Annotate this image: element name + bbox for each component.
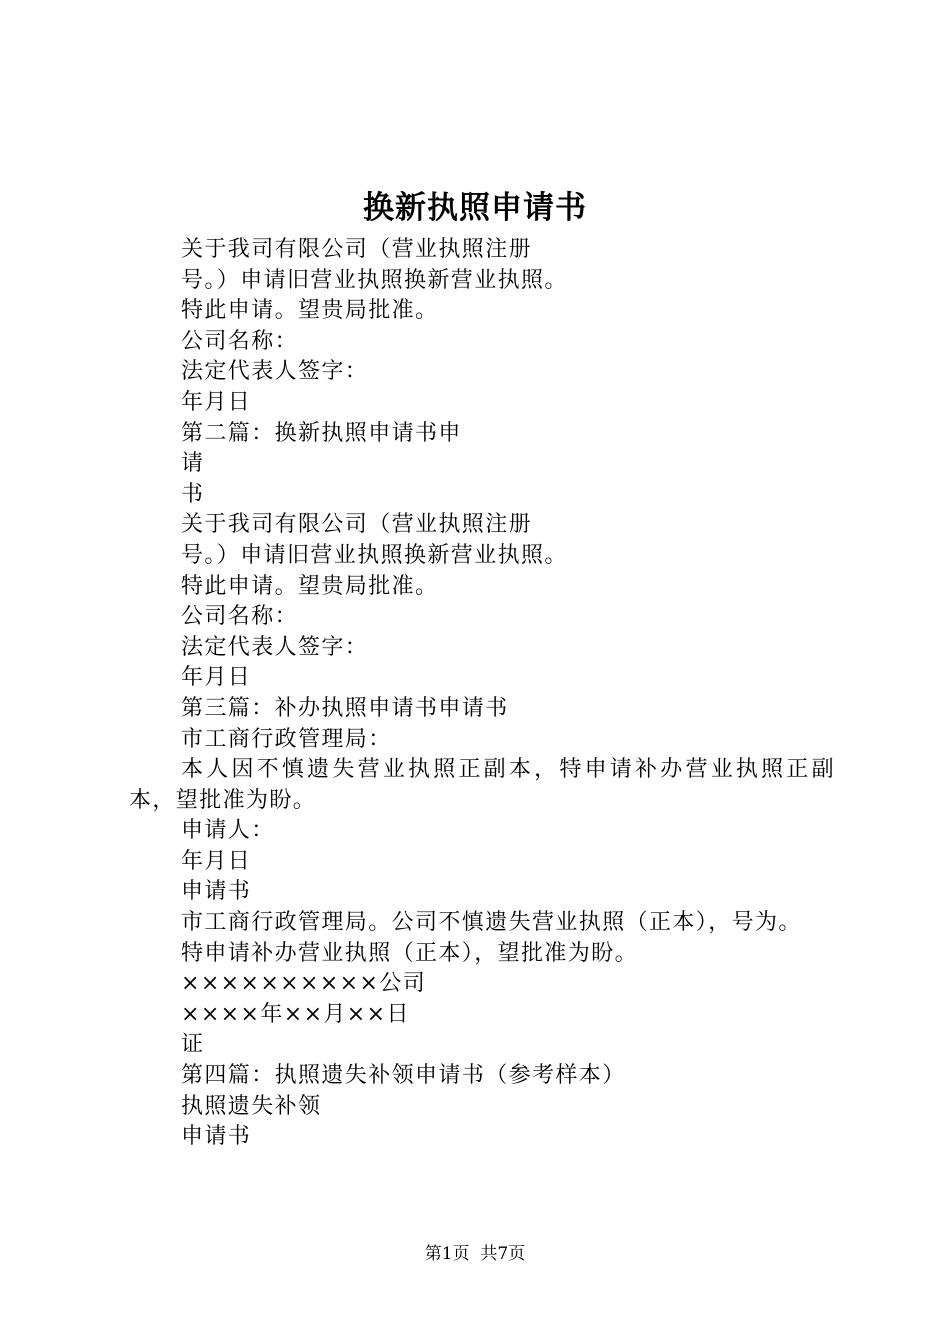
text-line: 号。）申请旧营业执照换新营业执照。 — [181, 267, 568, 293]
text-line: 年月日 — [181, 665, 252, 691]
page-footer — [0, 1242, 950, 1266]
section-heading: 第二篇：换新执照申请书申 — [181, 420, 462, 446]
text-line: 法定代表人签字： — [181, 634, 369, 660]
footer-page-mid: 页 共 — [452, 1244, 498, 1264]
text-line: 关于我司有限公司（营业执照注册 — [181, 512, 533, 538]
text-line: 证 — [181, 1032, 205, 1058]
text-line: 申请书 — [181, 1124, 252, 1150]
text-line: 关于我司有限公司（营业执照注册 — [181, 237, 533, 262]
text-line: 申请人： — [181, 818, 275, 844]
section-heading: 第三篇：补办执照申请书申请书 — [181, 695, 509, 721]
section-heading: 第四篇：执照遗失补领申请书（参考样本） — [181, 1063, 626, 1089]
document-body — [129, 235, 835, 1153]
text-line: 法定代表人签字： — [181, 359, 369, 385]
text-line: ××××××××××公司 — [181, 971, 427, 997]
footer-page-prefix: 第 — [424, 1244, 442, 1264]
footer-page-number: 1 — [441, 1244, 453, 1264]
text-line: 请 — [181, 451, 205, 477]
text-line: ××××年××月××日 — [181, 1001, 410, 1027]
text-line: 执照遗失补领 — [181, 1093, 322, 1119]
footer-page-suffix: 页 — [508, 1244, 526, 1264]
text-line: 特此申请。望贵局批准。 — [181, 573, 439, 599]
text-line: 公司名称： — [181, 604, 299, 630]
text-paragraph: 本人因不慎遗失营业执照正副本，特申请补办营业执照正副本，望批准为盼。 — [129, 757, 835, 813]
text-line: 号。）申请旧营业执照换新营业执照。 — [181, 542, 568, 568]
footer-total-pages: 7 — [497, 1244, 509, 1264]
text-line: 书 — [181, 481, 205, 507]
text-line: 申请书 — [181, 879, 252, 905]
document-title: 换新执照申请书 — [363, 190, 587, 226]
text-paragraph: 市工商行政管理局。公司不慎遗失营业执照（正本），号为。 — [181, 910, 802, 936]
text-line: 特申请补办营业执照（正本），望批准为盼。 — [181, 940, 639, 966]
text-line: 年月日 — [181, 848, 252, 874]
text-line: 年月日 — [181, 389, 252, 415]
text-line: 公司名称： — [181, 328, 299, 354]
text-line: 市工商行政管理局： — [181, 726, 392, 752]
text-line: 特此申请。望贵局批准。 — [181, 298, 439, 324]
